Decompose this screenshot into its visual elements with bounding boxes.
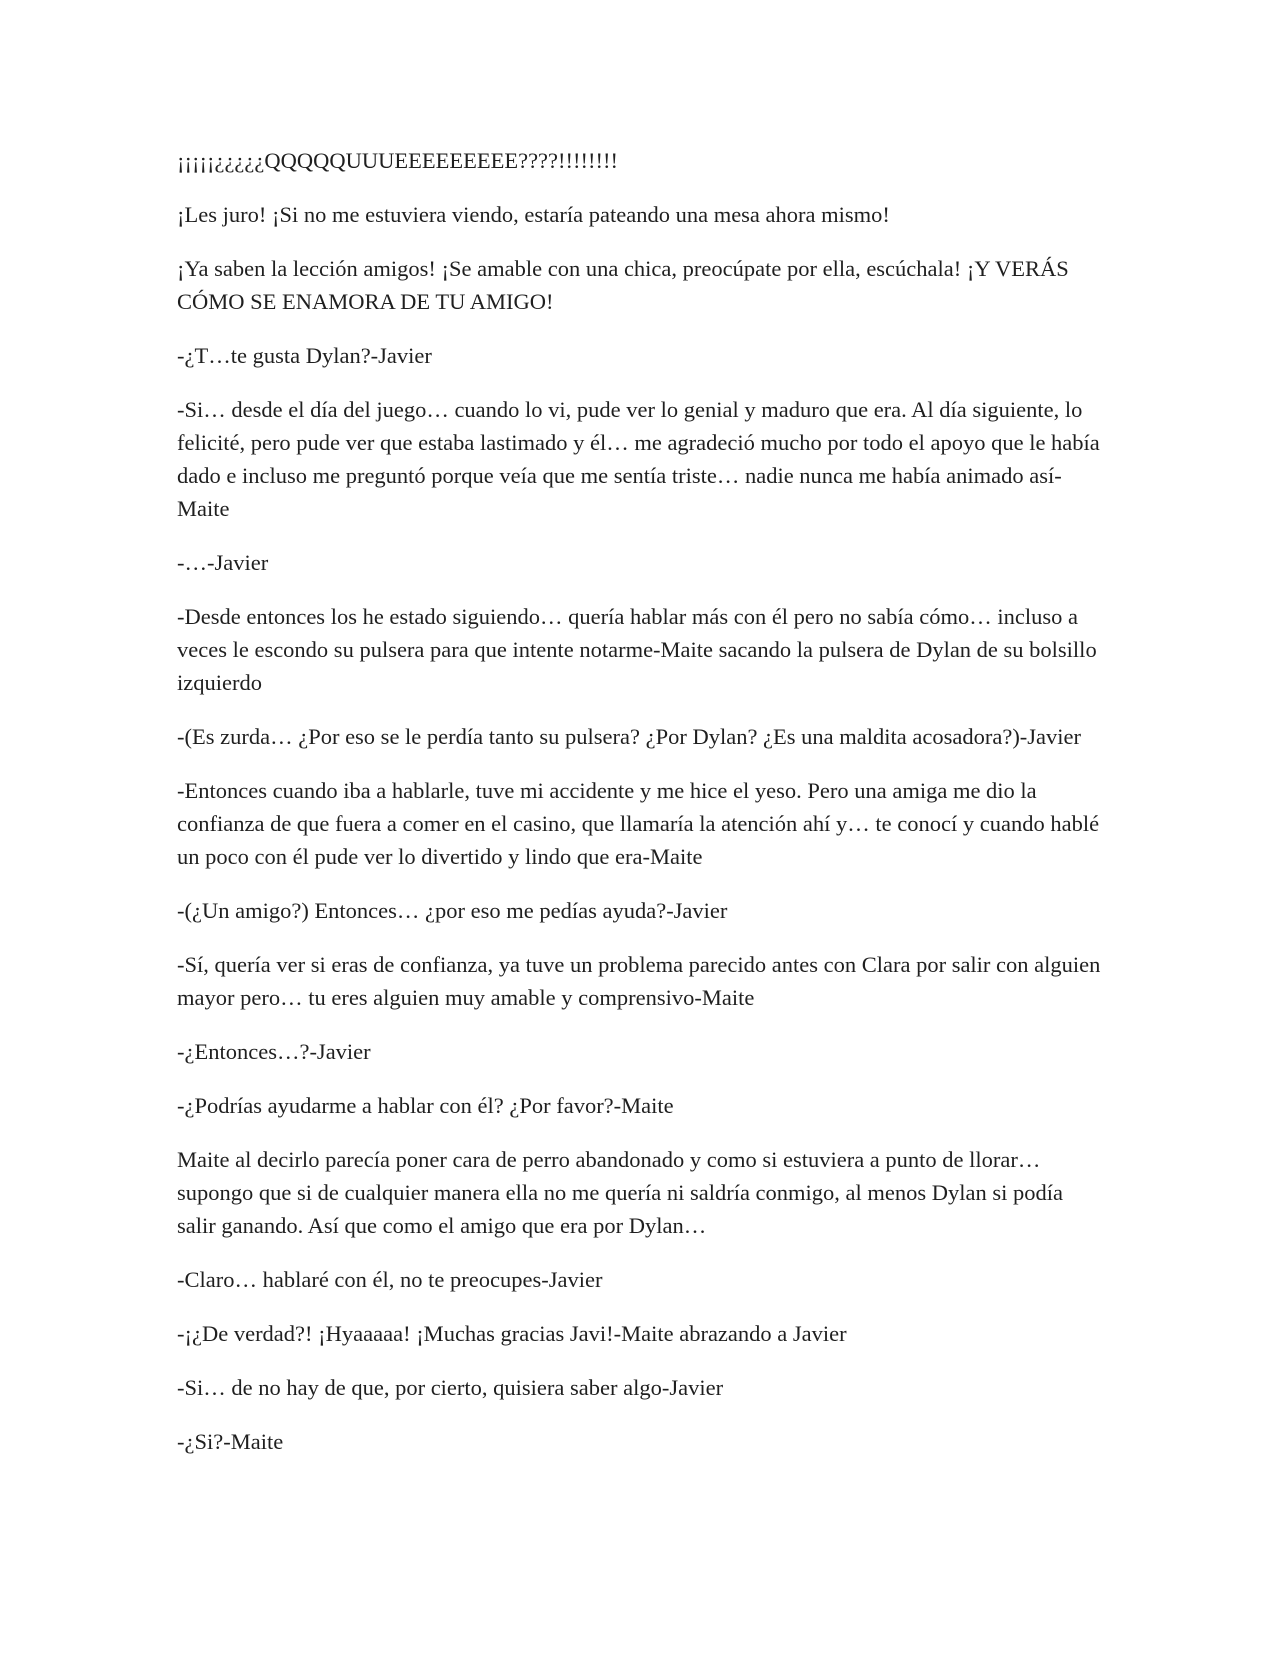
paragraph: ¡Ya saben la lección amigos! ¡Se amable con una chica, preocúpate por ella, escúchala! ¡Y VERÁS CÓMO SE ENAMORA DE TU AMIGO!	[177, 256, 1069, 314]
paragraph: -…-Javier	[177, 550, 269, 575]
paragraph: -(¿Un amigo?) Entonces… ¿por eso me pedías ayuda?-Javier	[177, 898, 728, 923]
paragraph: -(Es zurda… ¿Por eso se le perdía tanto su pulsera? ¿Por Dylan? ¿Es una maldita acosadora?)-Javier	[177, 724, 1082, 749]
paragraph: -Si… de no hay de que, por cierto, quisiera saber algo-Javier	[177, 1375, 724, 1400]
paragraph: -¿Entonces…?-Javier	[177, 1039, 371, 1064]
paragraph: Maite al decirlo parecía poner cara de perro abandonado y como si estuviera a punto de llorar… supongo que si de cualquier manera ella no me quería ni saldría conmigo, al menos Dylan si podía salir ganando. Así que como el amigo que era por Dylan…	[177, 1147, 1064, 1238]
document-body	[177, 144, 1107, 1479]
paragraph: ¡Les juro! ¡Si no me estuviera viendo, estaría pateando una mesa ahora mismo!	[177, 202, 890, 227]
paragraph: -¿Podrías ayudarme a hablar con él? ¿Por favor?-Maite	[177, 1093, 674, 1118]
paragraph: -¿Si?-Maite	[177, 1429, 284, 1454]
paragraph: ¡¡¡¡¡¿¿¿¿¿QQQQQUUUEEEEEEEEE????!!!!!!!!	[177, 148, 618, 173]
paragraph: -¿T…te gusta Dylan?-Javier	[177, 343, 432, 368]
paragraph: -Entonces cuando iba a hablarle, tuve mi accidente y me hice el yeso. Pero una amiga me dio la confianza de que fuera a comer en el casino, que llamaría la atención ahí y… te conocí y cuando hablé un poco con él pude ver lo divertido y lindo que era-Maite	[177, 778, 1100, 869]
paragraph: -Claro… hablaré con él, no te preocupes-Javier	[177, 1267, 603, 1292]
paragraph: -Si… desde el día del juego… cuando lo vi, pude ver lo genial y maduro que era. Al día siguiente, lo felicité, pero pude ver que estaba lastimado y él… me agradeció mucho por todo el apoyo que le había dado e incluso me preguntó porque veía que me sentía triste… nadie nunca me había animado así-Maite	[177, 397, 1100, 521]
paragraph: -Desde entonces los he estado siguiendo… quería hablar más con él pero no sabía cómo… incluso a veces le escondo su pulsera para que intente notarme-Maite sacando la pulsera de Dylan de su bolsillo izquierdo	[177, 604, 1097, 695]
paragraph: -¡¿De verdad?! ¡Hyaaaaa! ¡Muchas gracias Javi!-Maite abrazando a Javier	[177, 1321, 847, 1346]
paragraph: -Sí, quería ver si eras de confianza, ya tuve un problema parecido antes con Clara por salir con alguien mayor pero… tu eres alguien muy amable y comprensivo-Maite	[177, 952, 1101, 1010]
